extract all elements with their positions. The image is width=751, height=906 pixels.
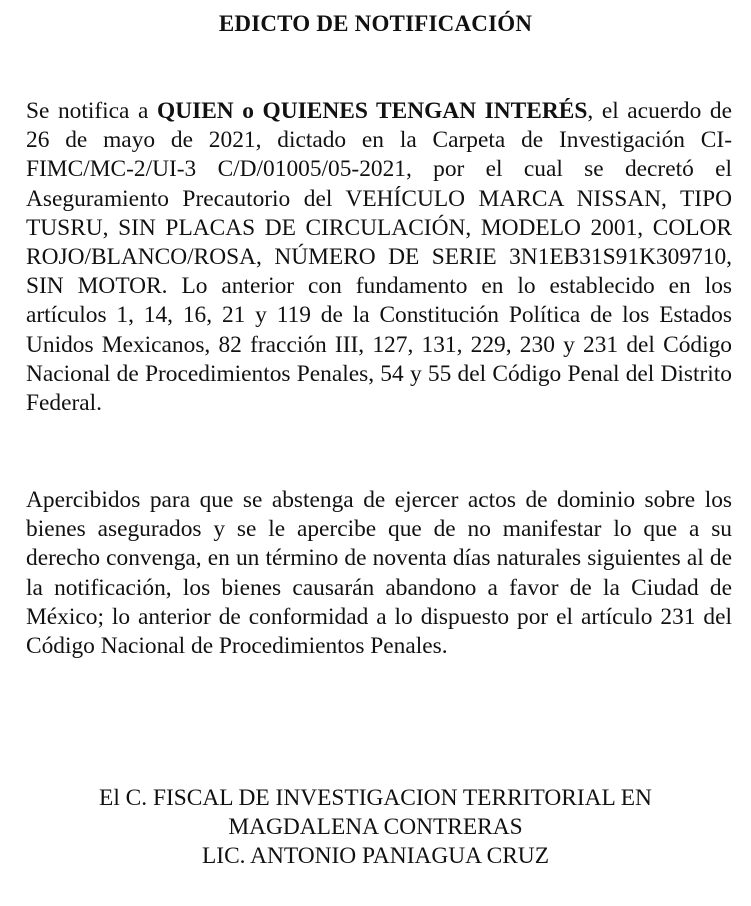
notification-intro: Se notifica a	[26, 98, 157, 124]
signature-line-title: El C. FISCAL DE INVESTIGACION TERRITORIAL EN	[99, 785, 652, 811]
addressee-text: QUIEN o QUIENES TENGAN INTERÉS	[157, 98, 588, 124]
signature-line-name: LIC. ANTONIO PANIAGUA CRUZ	[202, 843, 549, 869]
signature-line-office: MAGDALENA CONTRERAS	[228, 814, 523, 840]
notification-body: , el acuerdo de 26 de mayo de 2021, dictado en la Carpeta de Investigación CI- FIMC/MC-2/UI-3 C/D/01005/05-2021, por el cual se decretó el Aseguramiento Precautorio del VEHÍCULO MARCA NISSAN, TIPO TUSRU, SIN PLACAS DE CIRCULACIÓN, MODELO 2001, COLOR ROJO/BLANCO/ROSA, NÚMERO DE SERIE 3N1EB31S91K309710, SIN MOTOR. Lo anterior con fundamento en lo establecido en los artículos 1, 14, 16, 21 y 119 de la Constitución Política de los Estados Unidos Mexicanos, 82 fracción III, 127, 131, 229, 230 y 231 del Código Nacional de Procedimientos Penales, 54 y 55 del Código Penal del Distrito Federal.	[26, 98, 732, 417]
warning-paragraph: Apercibidos para que se abstenga de ejercer actos de dominio sobre los bienes asegurados y se le apercibe que de no manifestar lo que a su derecho convenga, en un término de noventa días naturales siguientes al de la notificación, los bienes causarán abandono a favor de la Ciudad de México; lo anterior de conformidad a lo dispuesto por el artículo 231 del Código Nacional de Procedimientos Penales.	[26, 487, 732, 660]
document-title: EDICTO DE NOTIFICACIÓN	[218, 11, 533, 36]
notification-paragraph	[26, 97, 732, 418]
signature-block	[0, 784, 751, 871]
